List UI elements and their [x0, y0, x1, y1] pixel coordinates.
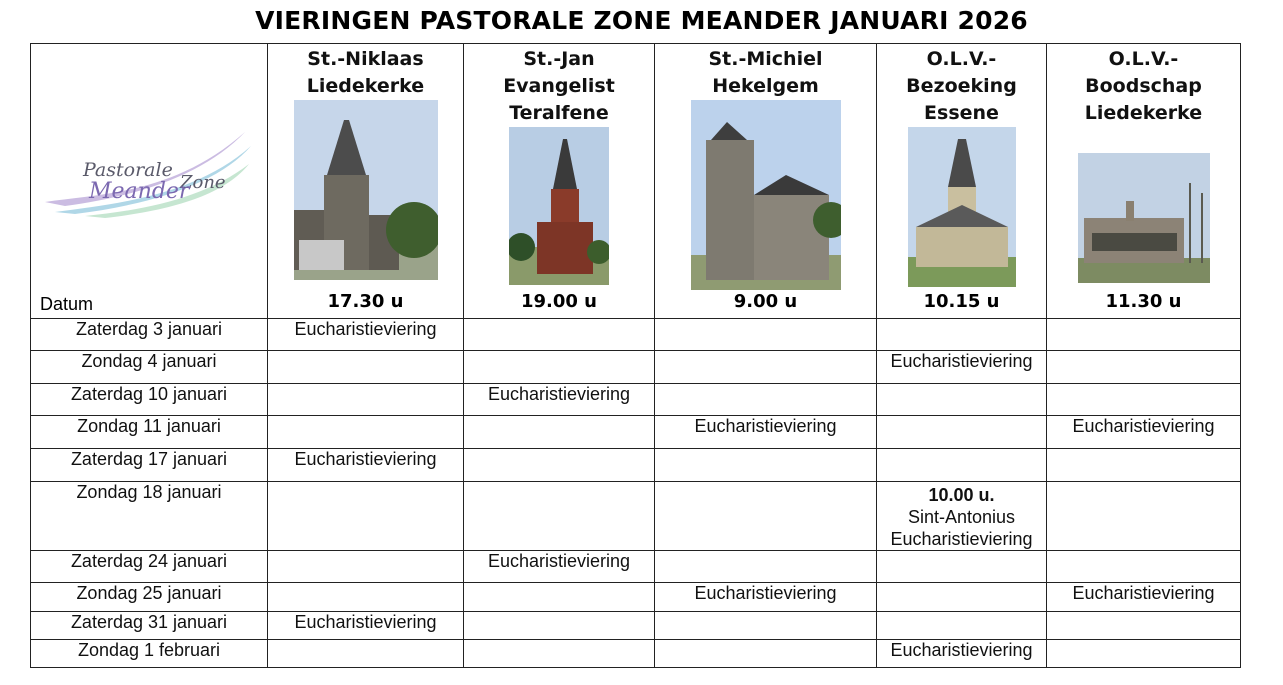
special-type: Eucharistieviering — [890, 529, 1033, 549]
event-cell — [1047, 449, 1241, 482]
event-cell — [877, 416, 1047, 449]
header-row — [31, 44, 1241, 319]
date-cell: Zondag 11 januari — [31, 416, 268, 449]
date-cell: Zaterdag 3 januari — [31, 319, 268, 351]
event-cell — [464, 640, 655, 668]
event-cell — [655, 449, 877, 482]
event-cell — [655, 551, 877, 583]
event-cell — [1047, 612, 1241, 640]
table-row — [31, 416, 1241, 449]
table-row — [31, 319, 1241, 351]
schedule-table — [30, 43, 1241, 668]
event-cell — [1047, 384, 1241, 416]
church-photo — [509, 127, 609, 285]
event-cell — [877, 384, 1047, 416]
logo-text-zone: Zone — [180, 172, 226, 193]
event-cell — [464, 583, 655, 612]
event-cell: Eucharistieviering — [268, 612, 464, 640]
event-cell — [655, 319, 877, 351]
event-cell — [268, 640, 464, 668]
church-header-sint-michiel — [655, 44, 877, 319]
event-cell — [268, 482, 464, 551]
event-cell — [1047, 351, 1241, 384]
event-cell — [268, 384, 464, 416]
event-cell — [464, 416, 655, 449]
event-cell — [1047, 640, 1241, 668]
church-header-sint-jan — [464, 44, 655, 319]
event-cell — [1047, 551, 1241, 583]
pastorale-zone-meander-logo — [45, 124, 255, 219]
event-cell: Eucharistieviering — [1047, 583, 1241, 612]
event-cell — [877, 583, 1047, 612]
page-title: VIERINGEN PASTORALE ZONE MEANDER JANUARI 2026 — [255, 6, 1028, 35]
church-photo — [908, 127, 1016, 287]
event-cell — [268, 416, 464, 449]
church-photo — [1078, 153, 1210, 283]
event-cell: Eucharistieviering — [877, 351, 1047, 384]
church-time: 19.00 u — [520, 291, 598, 312]
event-cell: Eucharistieviering — [655, 583, 877, 612]
event-cell — [1047, 319, 1241, 351]
event-cell — [268, 551, 464, 583]
church-name: St.-Niklaas Liedekerke — [306, 48, 425, 97]
date-cell: Zaterdag 17 januari — [31, 449, 268, 482]
event-cell — [464, 319, 655, 351]
logo-text-meander: Meander — [89, 179, 190, 204]
event-cell: Eucharistieviering — [655, 416, 877, 449]
table-row — [31, 640, 1241, 668]
event-cell: Eucharistieviering — [877, 640, 1047, 668]
date-cell: Zondag 25 januari — [31, 583, 268, 612]
event-cell — [1047, 482, 1241, 551]
church-header-sint-niklaas — [268, 44, 464, 319]
date-cell: Zondag 1 februari — [31, 640, 268, 668]
event-cell — [877, 551, 1047, 583]
table-row — [31, 351, 1241, 384]
church-name: St.-Jan Evangelist Teralfene — [503, 48, 615, 124]
date-cell: Zondag 4 januari — [31, 351, 268, 384]
event-cell — [877, 449, 1047, 482]
event-cell — [464, 482, 655, 551]
event-cell: Eucharistieviering — [1047, 416, 1241, 449]
event-cell — [655, 482, 877, 551]
event-cell — [655, 384, 877, 416]
event-cell: Eucharistieviering — [268, 319, 464, 351]
table-row — [31, 612, 1241, 640]
event-cell — [655, 640, 877, 668]
church-header-olv-bezoeking — [877, 44, 1047, 319]
event-cell — [877, 612, 1047, 640]
church-photo — [691, 100, 841, 290]
logo-text-pastorale: Pastorale — [83, 159, 173, 181]
date-cell: Zondag 18 januari — [31, 482, 268, 551]
date-cell: Zaterdag 10 januari — [31, 384, 268, 416]
church-name: O.L.V.- Boodschap Liedekerke — [1084, 48, 1203, 124]
church-time: 10.15 u — [923, 291, 1000, 312]
church-photo — [294, 100, 438, 280]
date-cell: Zaterdag 31 januari — [31, 612, 268, 640]
table-row — [31, 384, 1241, 416]
church-name: St.-Michiel Hekelgem — [708, 48, 823, 97]
church-time: 11.30 u — [1105, 291, 1182, 312]
church-header-olv-boodschap — [1047, 44, 1241, 319]
date-cell: Zaterdag 24 januari — [31, 551, 268, 583]
event-cell — [877, 319, 1047, 351]
event-cell: Eucharistieviering — [464, 551, 655, 583]
special-time: 10.00 u. — [928, 485, 995, 505]
special-place: Sint-Antonius — [907, 507, 1016, 527]
event-cell — [464, 612, 655, 640]
event-cell — [464, 449, 655, 482]
event-cell: Eucharistieviering — [268, 449, 464, 482]
event-cell — [655, 351, 877, 384]
church-time: 17.30 u — [327, 291, 404, 312]
church-time: 9.00 u — [733, 291, 798, 312]
table-row — [31, 482, 1241, 551]
datum-label: Datum — [40, 294, 94, 314]
table-row — [31, 551, 1241, 583]
event-cell — [655, 612, 877, 640]
corner-cell — [31, 44, 268, 319]
event-cell — [268, 583, 464, 612]
church-name: O.L.V.- Bezoeking Essene — [906, 48, 1017, 124]
table-row — [31, 583, 1241, 612]
event-cell: Eucharistieviering — [464, 384, 655, 416]
event-cell — [268, 351, 464, 384]
event-cell — [464, 351, 655, 384]
special-event-cell — [877, 482, 1047, 551]
table-row — [31, 449, 1241, 482]
